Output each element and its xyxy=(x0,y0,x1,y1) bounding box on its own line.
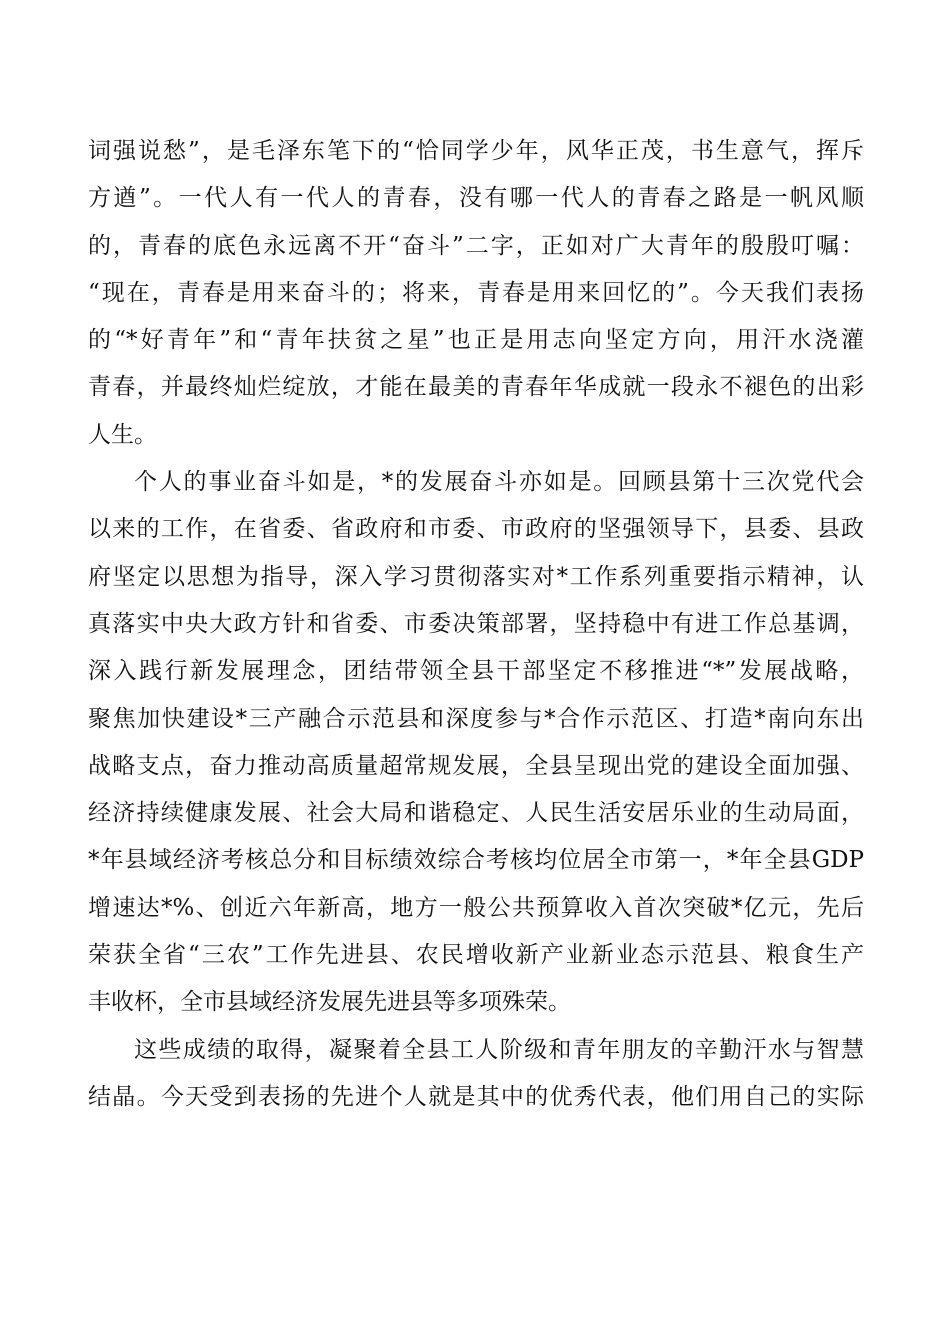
document-body xyxy=(88,128,864,1121)
text-line: “现在，青春是用来奋斗的；将来，青春是用来回忆的”。今天我们表扬 xyxy=(88,279,864,306)
text-line: 以来的工作，在省委、省政府和市委、市政府的坚强领导下，县委、县政 xyxy=(88,516,864,543)
paragraph-1 xyxy=(88,128,864,459)
text-line: 人生。 xyxy=(88,421,157,448)
text-line: 词强说愁”，是毛泽东笔下的“恰同学少年，风华正茂，书生意气，挥斥 xyxy=(88,138,864,164)
text-line: 结晶。今天受到表扬的先进个人就是其中的优秀代表，他们用自己的实际 xyxy=(88,1083,864,1110)
text-line: 府坚定以思想为指导，深入学习贯彻落实对*工作系列重要指示精神，认 xyxy=(88,563,864,590)
text-line: 经济持续健康发展、社会大局和谐稳定、人民生活安居乐业的生动局面， xyxy=(88,800,864,827)
text-line: *年县域经济考核总分和目标绩效综合考核均位居全市第一，*年全县GDP xyxy=(88,847,864,874)
text-line: 这些成绩的取得，凝聚着全县工人阶级和青年朋友的辛勤汗水与智慧 xyxy=(134,1036,864,1063)
text-line: 真落实中央大政方针和省委、市委决策部署，坚持稳中有进工作总基调， xyxy=(88,610,864,637)
text-line: 个人的事业奋斗如是，*的发展奋斗亦如是。回顾县第十三次党代会 xyxy=(134,469,864,496)
text-line: 聚焦加快建设*三产融合示范县和深度参与*合作示范区、打造*南向东出 xyxy=(88,705,864,732)
text-line: 深入践行新发展理念，团结带领全县干部坚定不移推进“*”发展战略， xyxy=(88,658,864,685)
text-line: 青春，并最终灿烂绽放，才能在最美的青春年华成就一段永不褪色的出彩 xyxy=(88,374,864,401)
text-line: 方遒”。一代人有一代人的青春，没有哪一代人的青春之路是一帆风顺 xyxy=(88,185,864,212)
paragraph-3 xyxy=(88,1027,864,1122)
text-line: 的“*好青年”和“青年扶贫之星”也正是用志向坚定方向，用汗水浇灌 xyxy=(88,327,864,354)
text-line: 的，青春的底色永远离不开“奋斗”二字，正如对广大青年的殷殷叮嘱： xyxy=(88,232,864,259)
text-line: 丰收杯，全市县域经济发展先进县等多项殊荣。 xyxy=(88,989,571,1016)
text-line: 战略支点，奋力推动高质量超常规发展，全县呈现出党的建设全面加强、 xyxy=(88,752,864,779)
text-line: 增速达*%、创近六年新高，地方一般公共预算收入首次突破*亿元，先后 xyxy=(88,894,864,921)
paragraph-2 xyxy=(88,459,864,1027)
text-line: 荣获全省“三农”工作先进县、农民增收新产业新业态示范县、粮食生产 xyxy=(88,942,864,969)
